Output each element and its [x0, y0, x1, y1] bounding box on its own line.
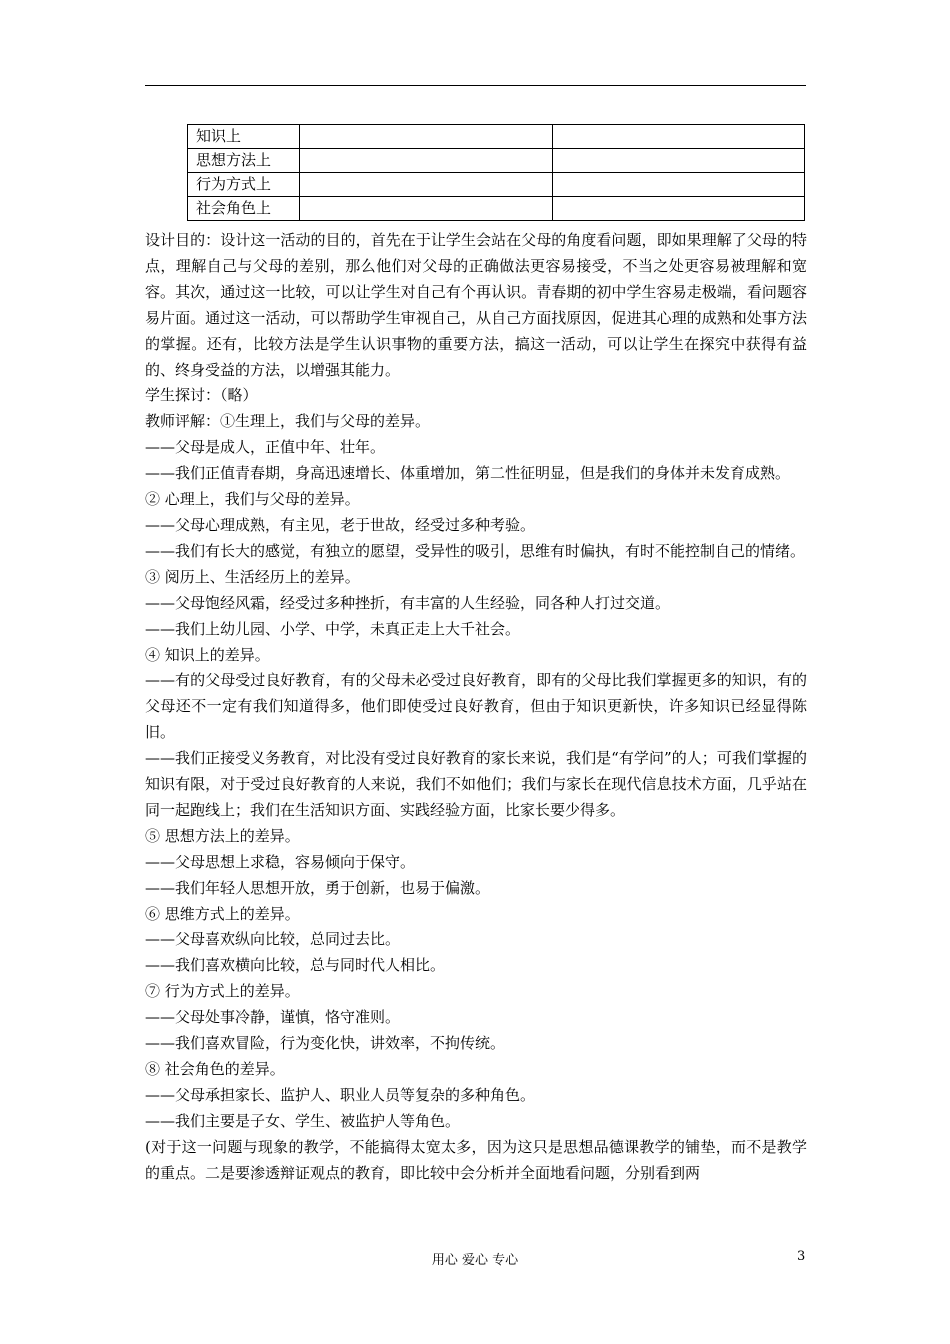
- row-label: 行为方式上: [188, 173, 300, 197]
- empty-cell: [300, 149, 553, 173]
- empty-cell: [553, 125, 805, 149]
- table-row: [188, 149, 805, 173]
- section-heading: ⑧ 社会角色的差异。: [145, 1060, 285, 1078]
- list-item: ——我们年轻人思想开放，勇于创新，也易于偏激。: [145, 878, 491, 897]
- list-item: ——我们上幼儿园、小学、中学，未真正走上大千社会。: [145, 619, 521, 638]
- list-item: ——我们正值青春期，身高迅速增长、体重增加，第二性征明显，但是我们的身体并未发育成熟。: [145, 464, 791, 483]
- section-heading: ⑦ 行为方式上的差异。: [145, 982, 300, 1001]
- body-text: [145, 228, 807, 1187]
- list-item: ——父母心理成熟，有主见，老于世故，经受过多种考验。: [145, 515, 536, 534]
- list-item: ——我们有长大的感觉，有独立的愿望，受异性的吸引，思维有时偏执，有时不能控制自己的情绪。: [145, 541, 806, 560]
- section-heading: ③ 阅历上、生活经历上的差异。: [145, 567, 360, 586]
- teacher-comment-heading: 教师评解：①生理上，我们与父母的差异。: [145, 412, 431, 431]
- row-label: 知识上: [188, 125, 300, 149]
- empty-cell: [553, 197, 805, 221]
- student-discussion: 学生探讨：（略）: [145, 386, 258, 405]
- section-heading: ⑤ 思想方法上的差异。: [145, 826, 300, 845]
- section-heading: ⑥ 思维方式上的差异。: [145, 904, 300, 923]
- design-purpose-paragraph: 设计目的：设计这一活动的目的，首先在于让学生会站在父母的角度看问题，即如果理解了父母的特点，理解自己与父母的差别，那么他们对父母的正确做法更容易接受，不当之处更容易被理解和宽容。其次，通过这一比较，可以让学生对自己有个再认识。青春期的初中学生容易走极端，看问题容易片面。通过这一活动，可以帮助学生审视自己，从自己方面找原因，促进其心理的成熟和处事方法的掌握。还有，比较方法是学生认识事物的重要方法，搞这一活动，可以让学生在探究中获得有益的、终身受益的方法，以增强其能力。: [145, 231, 807, 379]
- list-item: ——我们正接受义务教育，对比没有受过良好教育的家长来说，我们是“有学问”的人；可我们掌握的知识有限，对于受过良好教育的人来说，我们不如他们；我们与家长在现代信息技术方面，几乎站在同一起跑线上；我们在生活知识方面、实践经验方面，比家长要少得多。: [145, 749, 807, 819]
- empty-cell: [553, 149, 805, 173]
- list-item: ——父母处事冷静，谨慎，恪守准则。: [145, 1008, 401, 1027]
- teaching-note-paragraph: (对于这一问题与现象的教学，不能搞得太宽太多，因为这只是思想品德课教学的铺垫，而不是教学的重点。二是要渗透辩证观点的教育，即比较中会分析并全面地看问题，分别看到两: [145, 1137, 807, 1182]
- list-item: ——我们喜欢横向比较，总与同时代人相比。: [145, 956, 446, 975]
- empty-cell: [553, 173, 805, 197]
- table-row: [188, 125, 805, 149]
- list-item: ——父母承担家长、监护人、职业人员等复杂的多种角色。: [145, 1085, 536, 1104]
- row-label: 思想方法上: [188, 149, 300, 173]
- empty-cell: [300, 197, 553, 221]
- header-rule: [145, 85, 806, 86]
- table-row: [188, 197, 805, 221]
- page-number: 3: [797, 1249, 806, 1264]
- comparison-table: [187, 124, 805, 221]
- list-item: ——父母饱经风霜，经受过多种挫折，有丰富的人生经验，同各种人打过交道。: [145, 593, 671, 612]
- list-item: ——我们喜欢冒险，行为变化快，讲效率，不拘传统。: [145, 1034, 506, 1053]
- list-item: ——父母是成人，正值中年、壮年。: [145, 438, 386, 457]
- list-item: ——父母喜欢纵向比较，总同过去比。: [145, 930, 401, 949]
- list-item: ——父母思想上求稳，容易倾向于保守。: [145, 852, 416, 871]
- list-item: ——我们主要是子女、学生、被监护人等角色。: [145, 1111, 461, 1130]
- table-row: [188, 173, 805, 197]
- section-heading: ② 心理上，我们与父母的差异。: [145, 490, 360, 509]
- empty-cell: [300, 173, 553, 197]
- empty-cell: [300, 125, 553, 149]
- list-item: ——有的父母受过良好教育，有的父母未必受过良好教育，即有的父母比我们掌握更多的知识，有的父母还不一定有我们知道得多，他们即使受过良好教育，但由于知识更新快，许多知识已经显得陈旧。: [145, 671, 807, 742]
- section-heading: ④ 知识上的差异。: [145, 645, 270, 664]
- footer-motto: 用心 爱心 专心: [431, 1253, 519, 1268]
- row-label: 社会角色上: [188, 197, 300, 221]
